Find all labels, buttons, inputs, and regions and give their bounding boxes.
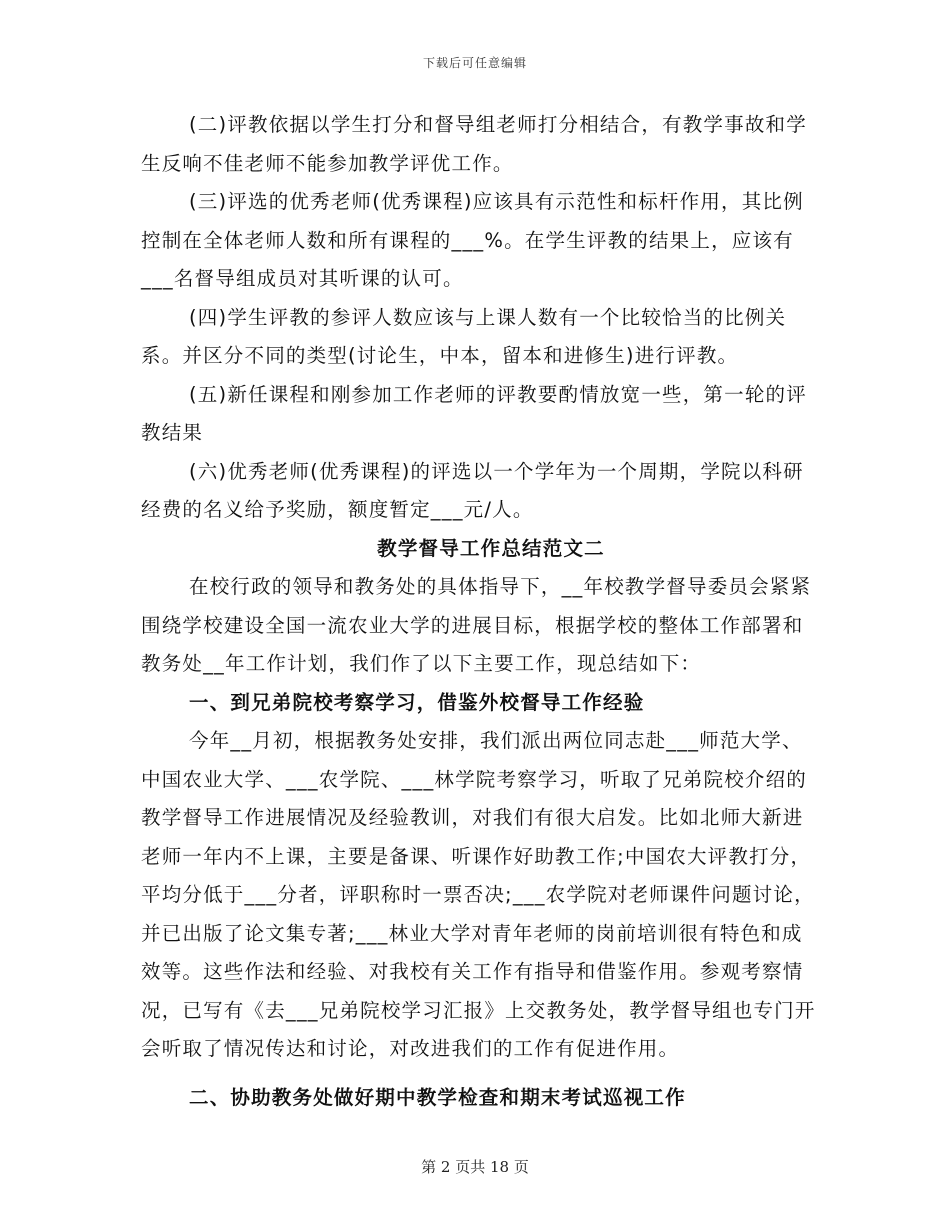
paragraph-item-2: (二)评教依据以学生打分和督导组老师打分相结合，有教学事故和学生反响不佳老师不能参加教学评优工作。 [141, 113, 807, 175]
paragraph-item-5: (五)新任课程和刚参加工作老师的评教要酌情放宽一些，第一轮的评教结果 [141, 382, 807, 444]
page-header: 下载后可任意编辑 [422, 56, 527, 70]
document-body [141, 106, 821, 1117]
heading-exam-inspection: 二、协助教务处做好期中教学检查和期末考试巡视工作 [189, 1085, 686, 1109]
heading-study-visit: 一、到兄弟院校考察学习，借鉴外校督导工作经验 [189, 690, 645, 714]
page-footer: 第 2 页共 18 页 [421, 1158, 529, 1176]
study-visit-paragraph: 今年__月初，根据教务处安排，我们派出两位同志赴___师范大学、中国农业大学、___农学院、___林学院考察学习，听取了兄弟院校介绍的教学督导工作进展情况及经验教训，对我们有很大启发。比如北师大新进老师一年内不上课，主要是备课、听课作好助教工作;中国农大评教打分，平均分低于___分者，评职称时一票否决;___农学院对老师课件问题讨论，并已出版了论文集专著;___林业大学对青年老师的岗前培训很有特色和成效等。这些作法和经验、对我校有关工作有指导和借鉴作用。参观考察情况，已写有《去___兄弟院校学习汇报》上交教务处，教学督导组也专门开会听取了情况传达和讨论，对改进我们的工作有促进作用。 [141, 729, 816, 1060]
paragraph-item-4: (四)学生评教的参评人数应该与上课人数有一个比较恰当的比例关系。并区分不同的类型(讨论生，中本，留本和进修生)进行评教。 [141, 305, 787, 367]
intro-paragraph: 在校行政的领导和教务处的具体指导下，__年校教学督导委员会紧紧围绕学校建设全国一流农业大学的进展目标，根据学校的整体工作部署和教务处__年工作计划，我们作了以下主要工作，现总结如下： [141, 575, 812, 675]
paragraph-item-6: (六)优秀老师(优秀课程)的评选以一个学年为一个周期，学院以科研经费的名义给予奖励，额度暂定___元/人。 [141, 459, 804, 521]
section-title: 教学督导工作总结范文二 [377, 536, 605, 560]
paragraph-item-3: (三)评选的优秀老师(优秀课程)应该具有示范性和标杆作用，其比例控制在全体老师人数和所有课程的___%。在学生评教的结果上，应该有___名督导组成员对其听课的认可。 [141, 190, 804, 290]
